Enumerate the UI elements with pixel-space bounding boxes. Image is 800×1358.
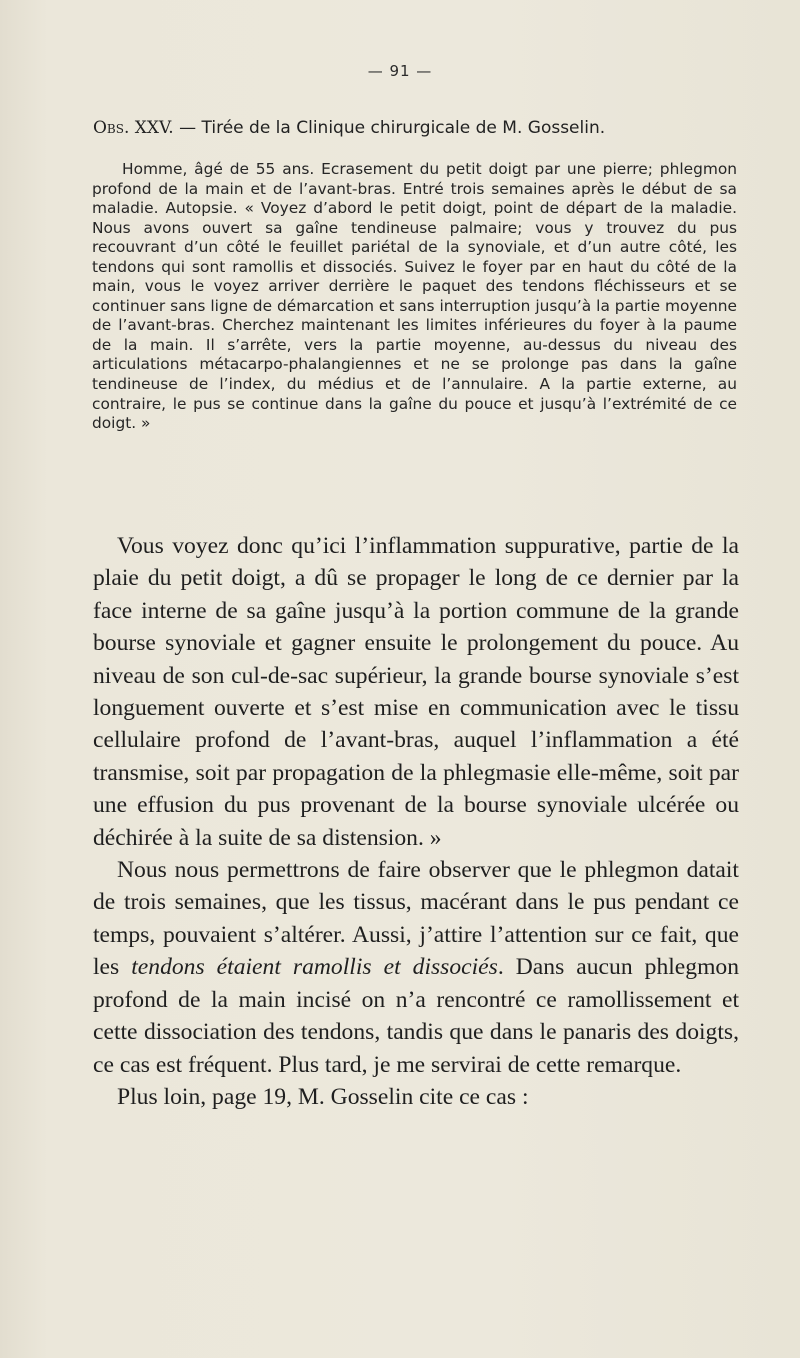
observation-body: Homme, âgé de 55 ans. Ecrasement du petit doigt par une pierre; phlegmon profond de la main et de l’avant-bras. Entré trois semaines après le début de sa maladie. Autopsie. « Voyez d’abord le petit doigt, point de départ de la maladie. Nous avons ouvert sa gaîne tendineuse palmaire; vous y trouvez du pus recouvrant d’un côté le feuillet pariétal de la synoviale, et d’un autre côté, les tendons qui sont ramollis et dissociés. Suivez le foyer par en haut du côté de la main, vous le voyez arriver derrière le paquet des tendons fléchisseurs et se continuer sans ligne de démarcation et sans interruption jusqu’à la partie moyenne de l’avant-bras. Cherchez maintenant les limites inférieures du foyer à la paume de la main. Il s’arrête, vers la partie moyenne, au-dessus du niveau des articulations métacarpo-phalangiennes et ne se prolonge pas dans la gaîne tendineuse de l’index, du médius et de l’annulaire. A la partie externe, au contraire, le pus se continue dans la gaîne du pouce et jusqu’à l’extrémité de ce doigt. »	[92, 160, 737, 433]
page-number: — 91 —	[367, 62, 433, 80]
observation-title	[93, 118, 773, 138]
paragraph-2-text-start: Nous nous permettrons de faire observer que le phlegmon datait de trois semaines, que les tissus, macérant dans le pus pendant ce temps, pouvaient s’altérer. Aussi, j’attire l’attention sur ce fait, que les	[93, 857, 739, 981]
paragraph-2-italic-phrase: tendons étaient ramollis et dissociés	[131, 954, 498, 981]
paragraph-2-text-end: . Dans aucun phlegmon profond de la main incisé on n’a rencontré ce ramollissement et cette dissociation des tendons, tandis que dans le panaris des doigts, ce cas est fréquent. Plus tard, je me servirai de cette remarque.	[93, 954, 740, 1078]
main-paragraph-3: Plus loin, page 19, M. Gosselin cite ce cas :	[117, 1083, 529, 1110]
observation-number: Obs. XXV.	[93, 118, 174, 138]
main-paragraph-1: Vous voyez donc qu’ici l’inflammation suppurative, partie de la plaie du petit doigt, a dû se propager le long de ce dernier par la face interne de sa gaîne jusqu’à la portion commune de la grande bourse synoviale et gagner ensuite le prolongement du pouce. Au niveau de son cul-de-sac supérieur, la grande bourse synoviale s’est longuement ouverte et s’est mise en communication avec le tissu cellulaire profond de l’avant-bras, auquel l’inflammation a été transmise, soit par propagation de la phlegmasie elle-même, soit par une effusion du pus provenant de la bourse synoviale ulcérée ou déchirée à la suite de sa distension. »	[93, 533, 739, 851]
observation-source: — Tirée de la Clinique chirurgicale de M. Gosselin.	[173, 118, 606, 138]
main-paragraph-2	[93, 854, 739, 1081]
main-text	[93, 530, 739, 1113]
